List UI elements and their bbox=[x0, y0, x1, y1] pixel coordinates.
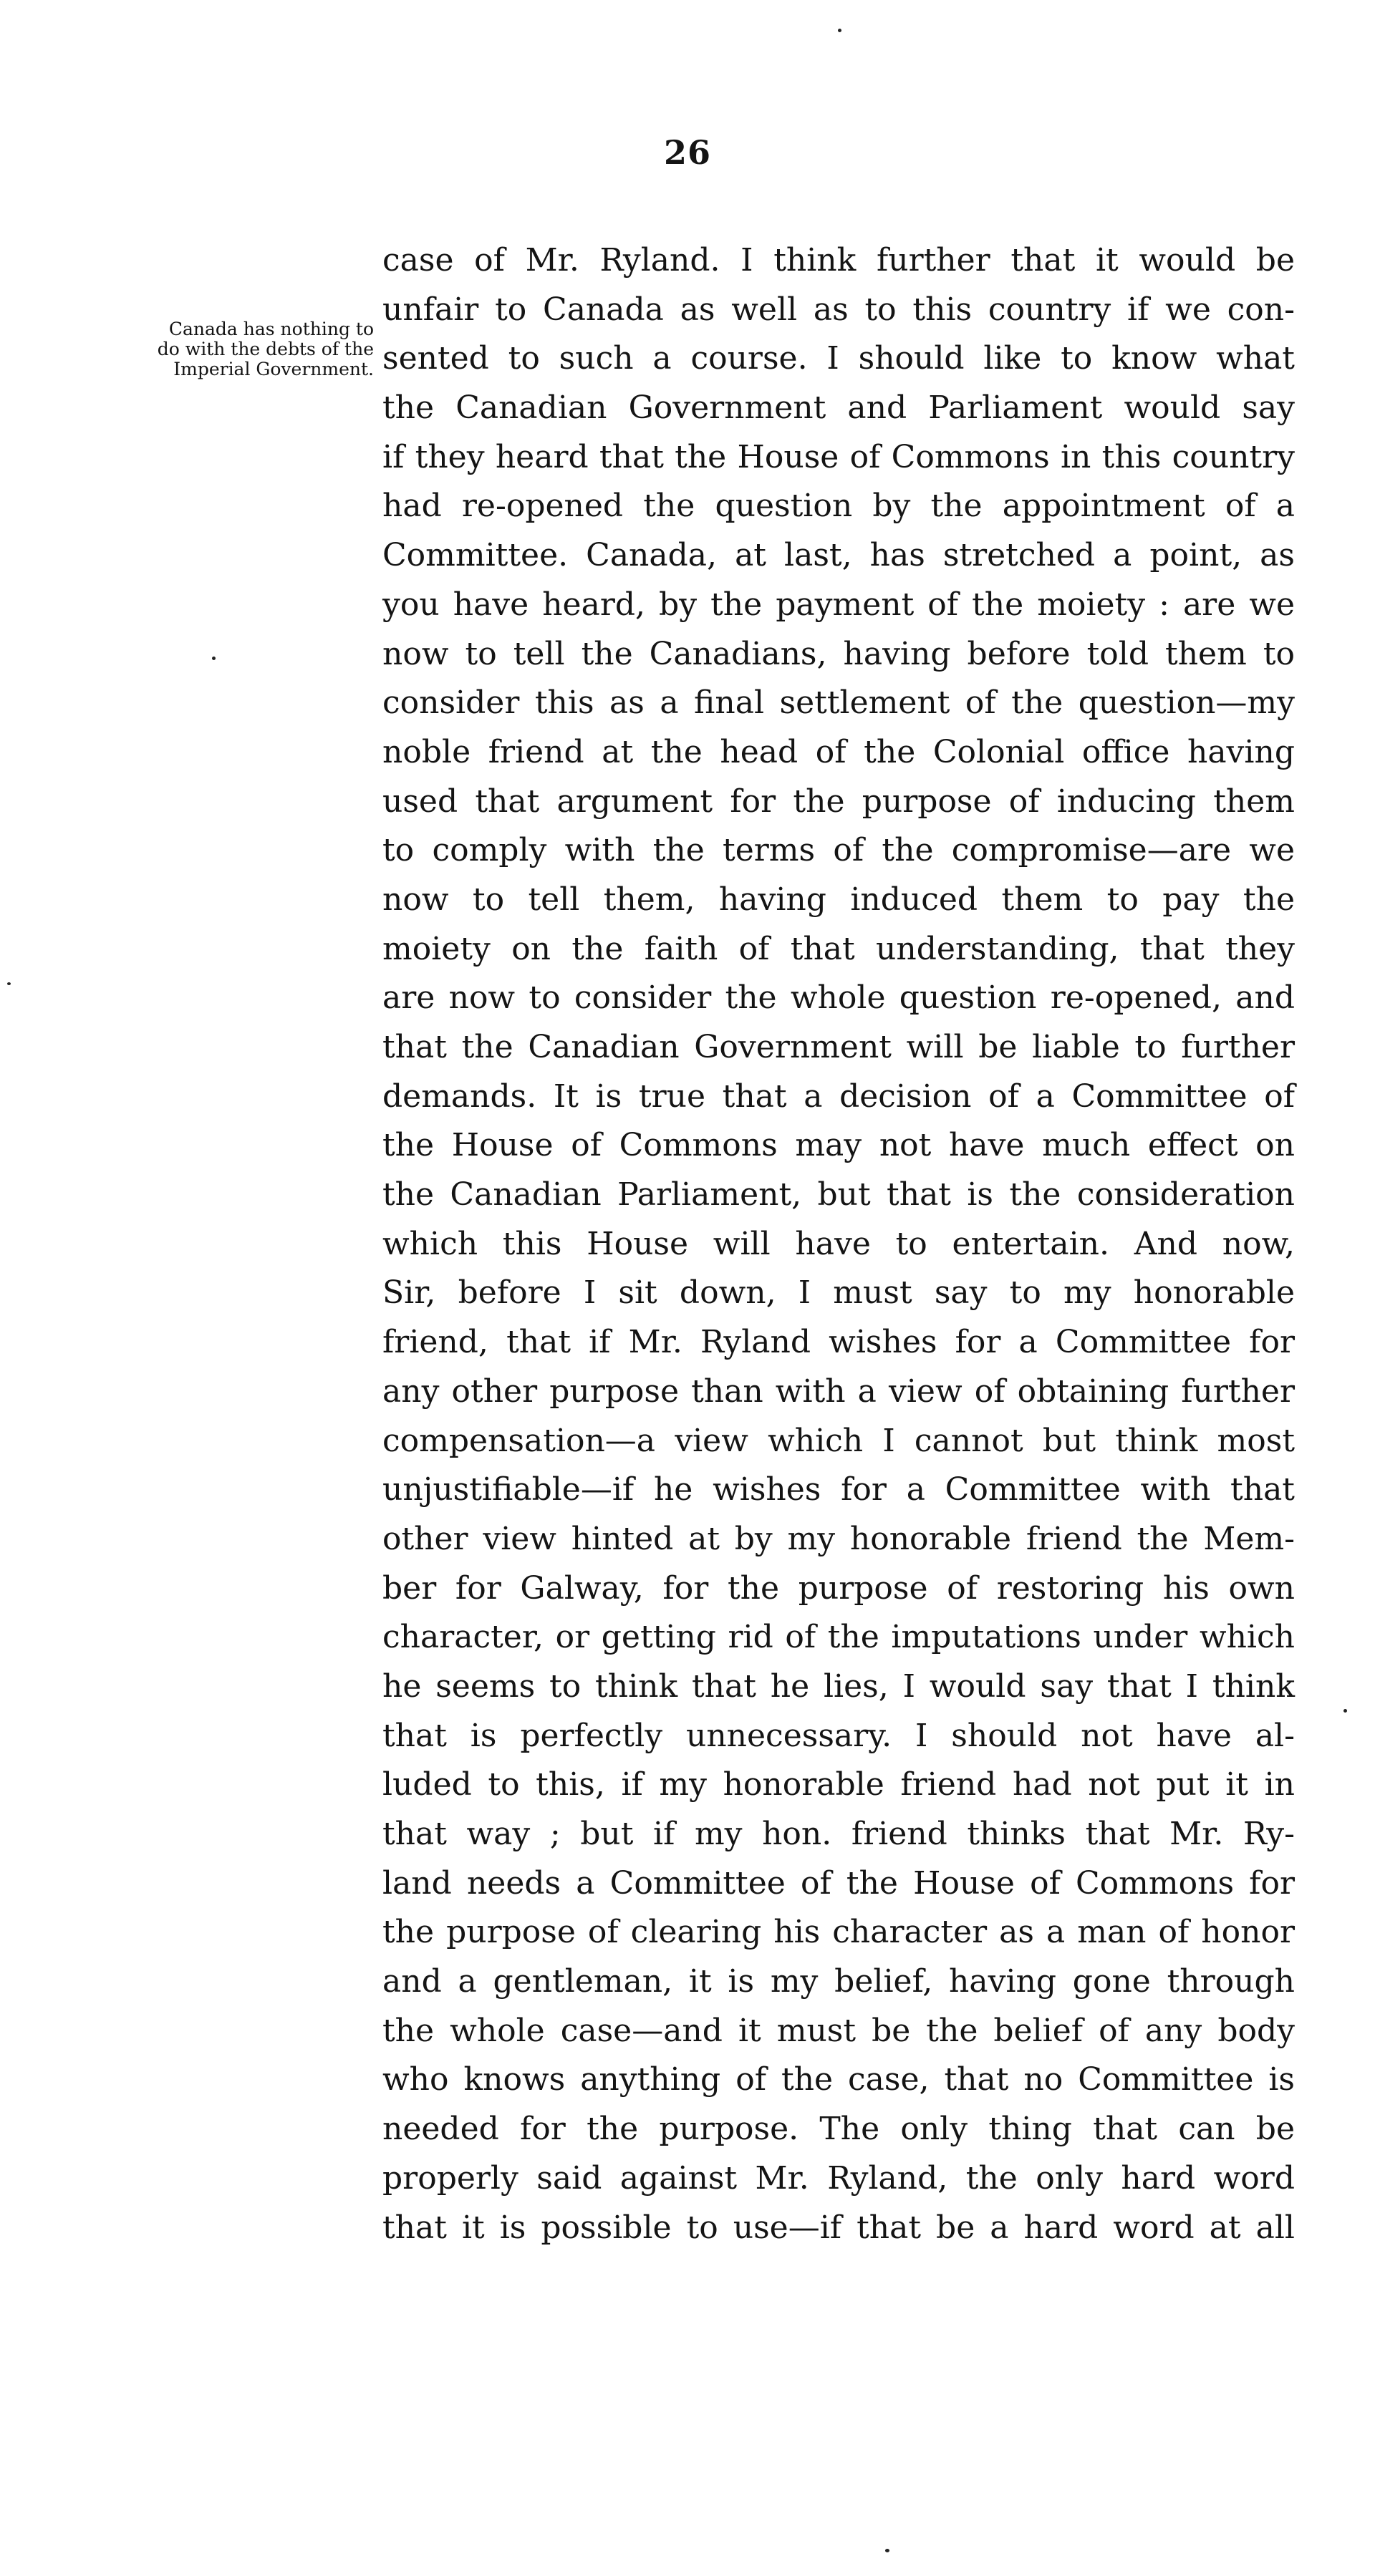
text-line: unfair to Canada as well as to this country if we con- bbox=[382, 291, 1295, 328]
text-line: ber for Galway, for the purpose of restoring his own bbox=[382, 1569, 1295, 1607]
text-line: he seems to think that he lies, I would say that I think bbox=[382, 1667, 1295, 1705]
text-line: that is perfectly unnecessary. I should not have al- bbox=[382, 1717, 1295, 1754]
text-line: properly said against Mr. Ryland, the only hard word bbox=[382, 2159, 1295, 2197]
scan-speck bbox=[212, 657, 216, 660]
text-line: the Canadian Government and Parliament would say bbox=[382, 389, 1295, 427]
text-line: to comply with the terms of the compromise—are we bbox=[382, 832, 1295, 869]
text-line: moiety on the faith of that understanding, that they bbox=[382, 930, 1295, 967]
margin-note-line: Canada has nothing to bbox=[168, 319, 374, 339]
margin-note-line: do with the debts of the bbox=[157, 339, 374, 359]
text-line: demands. It is true that a decision of a Committee of bbox=[382, 1078, 1295, 1115]
text-line: you have heard, by the payment of the moiety : are we bbox=[382, 586, 1295, 623]
text-line: land needs a Committee of the House of Commons for bbox=[382, 1864, 1295, 1902]
scan-speck bbox=[838, 29, 841, 32]
text-line: the House of Commons may not have much effect on bbox=[382, 1127, 1295, 1164]
text-line: who knows anything of the case, that no Committee is bbox=[382, 2061, 1295, 2098]
text-line: case of Mr. Ryland. I think further that it would be bbox=[382, 242, 1295, 279]
text-line: sented to such a course. I should like to know what bbox=[382, 340, 1295, 377]
text-line: needed for the purpose. The only thing that can be bbox=[382, 2111, 1295, 2148]
body-text bbox=[382, 236, 1295, 2252]
text-line: which this House will have to entertain. And now, bbox=[382, 1225, 1295, 1262]
text-line: the whole case—and it must be the belief of any body bbox=[382, 2012, 1295, 2049]
text-line: luded to this, if my honorable friend had not put it in bbox=[382, 1766, 1295, 1803]
text-line: that way ; but if my hon. friend thinks that Mr. Ry- bbox=[382, 1816, 1295, 1852]
text-line: are now to consider the whole question re-opened, and bbox=[382, 979, 1295, 1017]
text-line: used that argument for the purpose of inducing them bbox=[382, 783, 1295, 820]
text-line: unjustifiable—if he wishes for a Committee with that bbox=[382, 1471, 1295, 1509]
text-line: Sir, before I sit down, I must say to my honorable bbox=[382, 1274, 1295, 1312]
margin-note-line: Imperial Government. bbox=[173, 359, 374, 379]
text-line: if they heard that the House of Commons in this country bbox=[382, 438, 1295, 475]
text-line: now to tell the Canadians, having before told them to bbox=[382, 635, 1295, 672]
scan-speck bbox=[1343, 1709, 1347, 1713]
text-line: Committee. Canada, at last, has stretched a point, as bbox=[382, 537, 1295, 574]
text-line: that it is possible to use—if that be a hard word at all bbox=[382, 2209, 1295, 2246]
text-line: noble friend at the head of the Colonial office having bbox=[382, 733, 1295, 770]
text-line: the purpose of clearing his character as a man of honor bbox=[382, 1914, 1295, 1951]
scan-speck bbox=[885, 2549, 889, 2552]
text-line: now to tell them, having induced them to pay the bbox=[382, 881, 1295, 918]
scan-speck bbox=[7, 982, 11, 985]
text-line: compensation—a view which I cannot but think most bbox=[382, 1422, 1295, 1459]
text-line: had re-opened the question by the appointment of a bbox=[382, 488, 1295, 525]
text-line: friend, that if Mr. Ryland wishes for a Committee for bbox=[382, 1324, 1295, 1361]
margin-note bbox=[74, 319, 374, 379]
text-line: character, or getting rid of the imputations under which bbox=[382, 1619, 1295, 1656]
text-line: the Canadian Parliament, but that is the consideration bbox=[382, 1176, 1295, 1214]
text-line: other view hinted at by my honorable friend the Mem- bbox=[382, 1520, 1295, 1557]
page-number: 26 bbox=[663, 133, 711, 172]
text-line: consider this as a final settlement of the question—my bbox=[382, 684, 1295, 722]
text-line: that the Canadian Government will be liable to further bbox=[382, 1029, 1295, 1065]
text-line: any other purpose than with a view of obtaining further bbox=[382, 1372, 1295, 1410]
text-line: and a gentleman, it is my belief, having gone through bbox=[382, 1963, 1295, 2000]
